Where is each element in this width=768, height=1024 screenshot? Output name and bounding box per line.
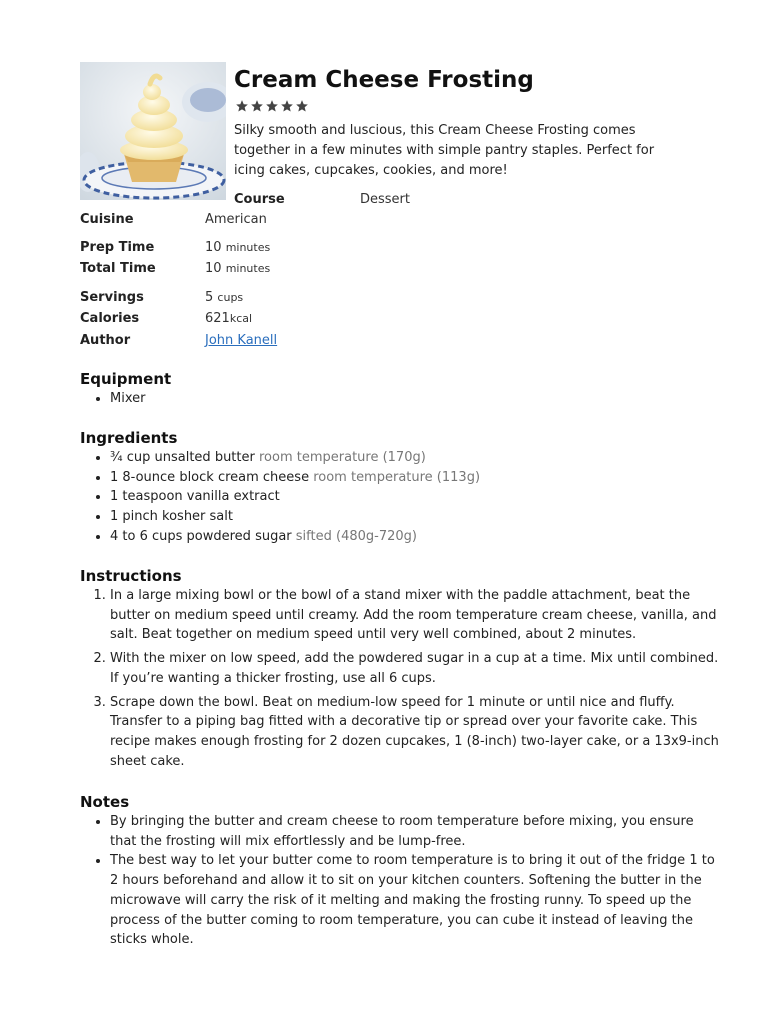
recipe-summary: Silky smooth and luscious, this Cream Cheese Frosting comes together in a few minutes with simple pantry staples. Perfect for icing cakes, cupcakes, cookies, and more!	[234, 123, 655, 178]
star-icon[interactable]	[295, 99, 309, 113]
star-icon[interactable]	[265, 99, 279, 113]
cupcake-photo-icon	[80, 62, 226, 200]
star-icon[interactable]	[280, 99, 294, 113]
rating-stars[interactable]	[235, 99, 309, 113]
cuisine-value: American	[205, 212, 267, 227]
meta-author	[80, 332, 277, 350]
instruction-step: 3. Scrape down the bowl. Beat on medium-low speed for 1 minute or until nice and fluffy. Transfer to a piping bag fitted with a decorative tip or spread over your favorite cake. This recipe makes enough frosting for 2 dozen cupcakes, 1 (8-inch) two-layer cake, or a 13x9-inch sheet cake.	[110, 693, 720, 772]
star-icon[interactable]	[250, 99, 264, 113]
list-item: • Mixer	[110, 389, 720, 409]
equipment-list	[80, 389, 720, 409]
servings-label: Servings	[80, 290, 144, 305]
ingredient-item: • 1 8-ounce block cream cheese room temperature (113g)	[110, 468, 720, 488]
meta-course	[234, 191, 410, 209]
cuisine-label: Cuisine	[80, 212, 134, 227]
note-item: • By bringing the butter and cream cheese to room temperature before mixing, you ensure that the frosting will mix effortlessly and be lump-free.	[110, 812, 720, 851]
total-time-label: Total Time	[80, 261, 156, 276]
calories-label: Calories	[80, 311, 140, 326]
prep-time-label: Prep Time	[80, 240, 155, 255]
meta-total-time	[80, 260, 270, 278]
meta-cuisine	[80, 211, 267, 229]
notes-list	[80, 812, 720, 950]
ingredient-item: • 4 to 6 cups powdered sugar sifted (480g-720g)	[110, 527, 720, 547]
instruction-step: 2. With the mixer on low speed, add the powdered sugar in a cup at a time. Mix until combined. If you’re wanting a thicker frosting, use all 6 cups.	[110, 649, 720, 688]
instruction-step: 1. In a large mixing bowl or the bowl of a stand mixer with the paddle attachment, beat the butter on medium speed until creamy. Add the room temperature cream cheese, vanilla, and salt. Beat together on medium speed until very well combined, about 2 minutes.	[110, 586, 720, 645]
notes-heading: Notes	[80, 793, 130, 811]
equipment-heading: Equipment	[80, 370, 172, 388]
calories-value: 621kcal	[205, 311, 253, 326]
course-label: Course	[234, 192, 285, 207]
author-label: Author	[80, 333, 131, 348]
ingredient-item: • ¾ cup unsalted butter room temperature (170g)	[110, 448, 720, 468]
recipe-title: Cream Cheese Frosting	[234, 67, 534, 93]
recipe-photo	[80, 62, 226, 200]
ingredient-item: • 1 teaspoon vanilla extract	[110, 487, 720, 507]
ingredients-heading: Ingredients	[80, 429, 178, 447]
note-item: • The best way to let your butter come to room temperature is to bring it out of the fridge 1 to 2 hours beforehand and allow it to sit on your kitchen counters. Softening the butter in the microwave will carry the risk of it melting and making the frosting runny. To speed up the process of the butter coming to room temperature, you can cube it instead of leaving the sticks whole.	[110, 851, 720, 950]
servings-value: 5 cups	[205, 290, 244, 305]
meta-servings	[80, 289, 243, 307]
prep-time-value: 10 minutes	[205, 240, 271, 255]
instructions-heading: Instructions	[80, 567, 182, 585]
total-time-value: 10 minutes	[205, 261, 271, 276]
meta-calories	[80, 310, 252, 328]
author-link[interactable]: John Kanell	[205, 333, 278, 348]
star-icon[interactable]	[235, 99, 249, 113]
ingredient-item: • 1 pinch kosher salt	[110, 507, 720, 527]
course-value: Dessert	[360, 192, 410, 207]
meta-prep-time	[80, 239, 270, 257]
instructions-list	[80, 586, 720, 775]
ingredients-list	[80, 448, 720, 547]
